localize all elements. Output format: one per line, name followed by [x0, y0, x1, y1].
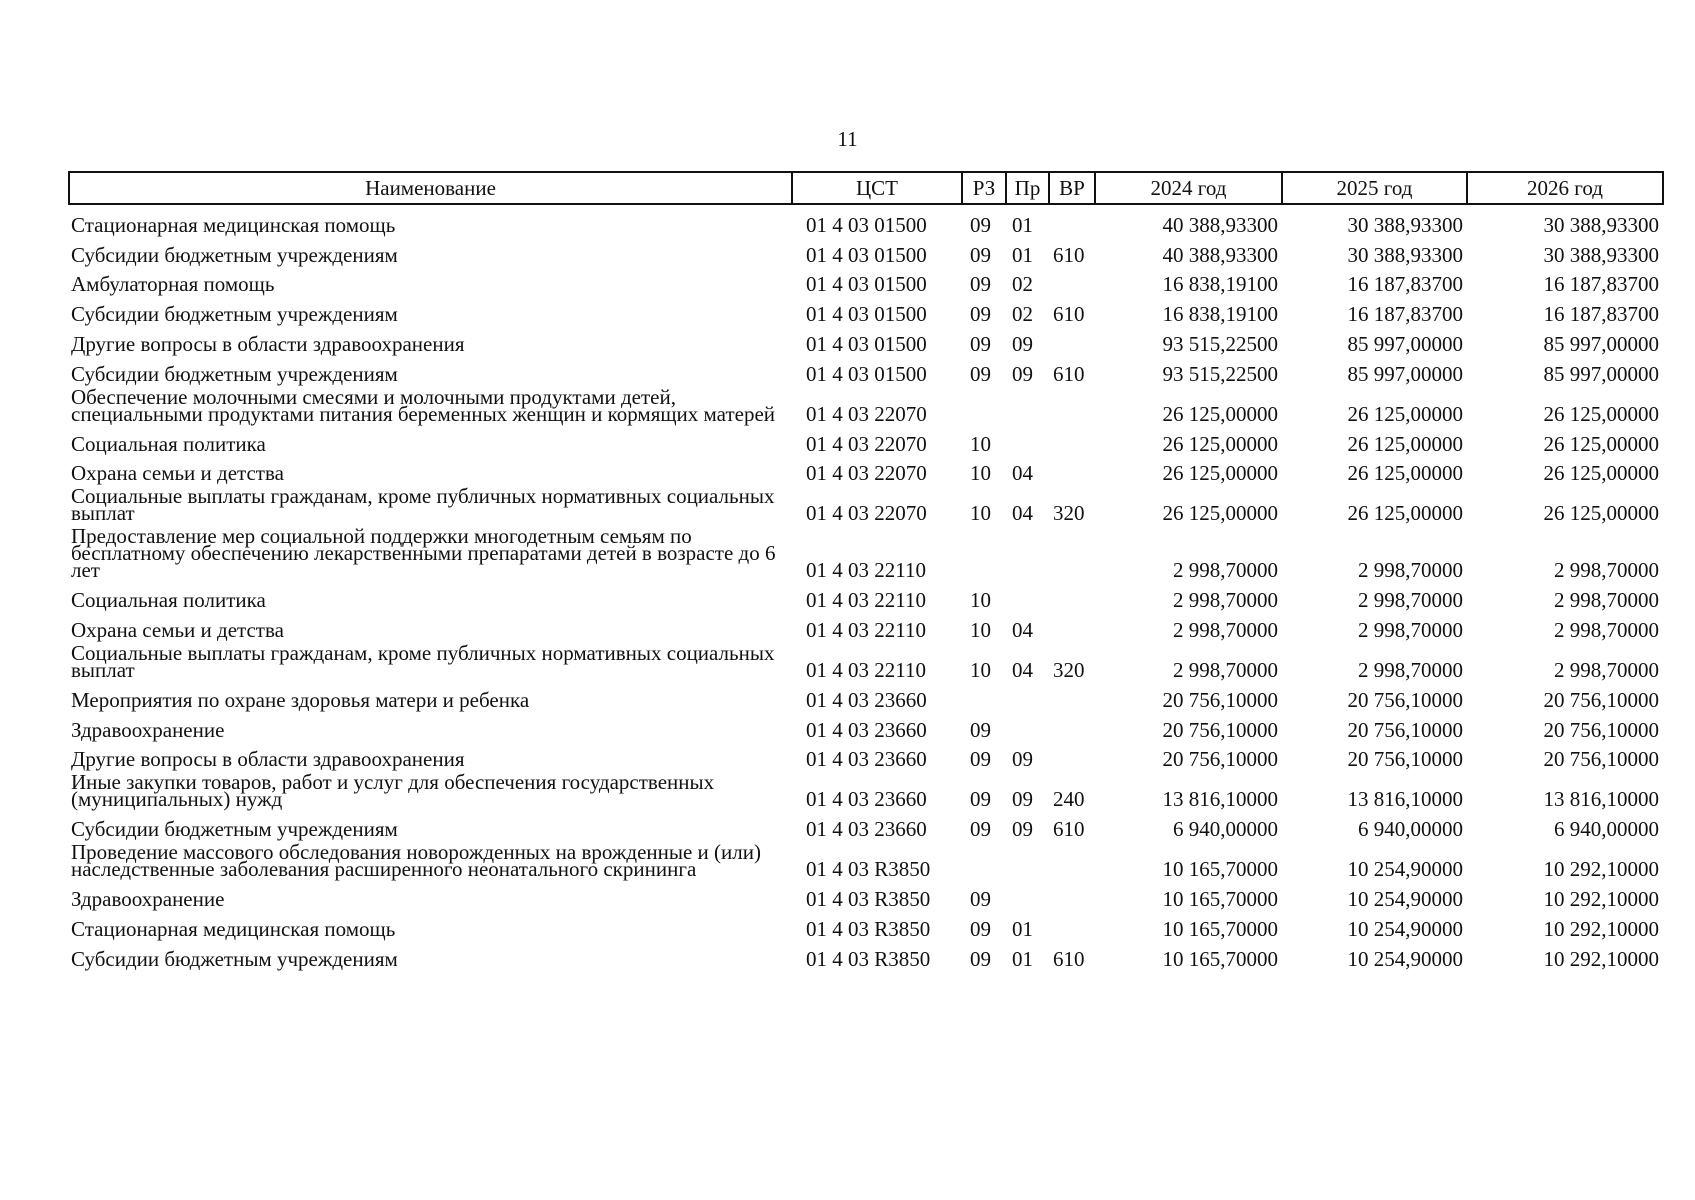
- header-vr: ВР: [1049, 172, 1095, 204]
- header-name: Наименование: [69, 172, 792, 204]
- cell-pr: [1006, 878, 1049, 908]
- cell-year-2025: 2 998,70000: [1358, 657, 1463, 682]
- cell-name: Охрана семьи и детства: [71, 461, 284, 486]
- cell-name: Социальные выплаты гражданам, кроме публичных нормативных социальных выплат: [71, 484, 775, 526]
- cell-year-2026: 2 998,70000: [1554, 588, 1659, 613]
- cell-cst: 01 4 03 23660: [806, 687, 927, 712]
- cell-vr: 240: [1053, 787, 1085, 812]
- cell-rz: 09: [970, 747, 991, 772]
- cell-year-2025: 10 254,90000: [1347, 886, 1463, 911]
- cell-year-2025: 10 254,90000: [1347, 857, 1463, 882]
- cell-vr: 610: [1053, 946, 1085, 971]
- cell-vr: 610: [1053, 242, 1085, 267]
- cell-rz: 09: [970, 242, 991, 267]
- cell-cst: 01 4 03 22110: [806, 617, 926, 642]
- cell-pr: 02: [1012, 302, 1033, 327]
- cell-vr: [1049, 739, 1095, 769]
- cell-pr: 04: [1012, 461, 1033, 486]
- cell-vr: [1049, 453, 1095, 483]
- cell-rz: [962, 383, 1006, 423]
- cell-pr: 04: [1012, 501, 1033, 526]
- cell-name: Социальная политика: [71, 588, 266, 613]
- cell-vr: [1049, 679, 1095, 709]
- cell-year-2024: 20 756,10000: [1162, 687, 1278, 712]
- cell-cst: 01 4 03 01500: [806, 331, 927, 356]
- table-row: [69, 423, 1663, 453]
- cell-name: Социальная политика: [71, 431, 266, 456]
- cell-year-2024: 93 515,22500: [1162, 331, 1278, 356]
- cell-name: Предоставление мер социальной поддержки многодетным семьям по бесплатному обеспечению лекарственными препаратами детей в возрасте до 6 лет: [71, 524, 776, 583]
- cell-cst: 01 4 03 01500: [806, 242, 927, 267]
- cell-rz: 10: [970, 501, 991, 526]
- cell-year-2024: 13 816,10000: [1162, 787, 1278, 812]
- header-row: [69, 172, 1663, 204]
- cell-year-2025: 6 940,00000: [1358, 817, 1463, 842]
- cell-name: Другие вопросы в области здравоохранения: [71, 331, 465, 356]
- cell-rz: 10: [970, 588, 991, 613]
- cell-year-2025: 30 388,93300: [1347, 242, 1463, 267]
- cell-pr: 09: [1012, 787, 1033, 812]
- cell-year-2026: 16 187,83700: [1543, 272, 1659, 297]
- cell-name: Субсидии бюджетным учреждениям: [71, 242, 398, 267]
- cell-year-2025: 30 388,93300: [1347, 212, 1463, 237]
- cell-year-2025: 2 998,70000: [1358, 558, 1463, 583]
- cell-vr: [1049, 423, 1095, 453]
- cell-year-2024: 6 940,00000: [1173, 817, 1278, 842]
- cell-pr: 09: [1012, 361, 1033, 386]
- cell-year-2025: 26 125,00000: [1347, 501, 1463, 526]
- cell-rz: 09: [970, 212, 991, 237]
- cell-rz: [962, 522, 1006, 579]
- cell-cst: 01 4 03 22070: [806, 461, 927, 486]
- cell-vr: [1049, 522, 1095, 579]
- cell-name: Стационарная медицинская помощь: [71, 212, 396, 237]
- header-2026: 2026 год: [1467, 172, 1663, 204]
- page-number: 11: [837, 127, 858, 151]
- cell-year-2026: 20 756,10000: [1543, 687, 1659, 712]
- cell-vr: [1049, 838, 1095, 878]
- table-row: [69, 264, 1663, 294]
- table-row: [69, 293, 1663, 323]
- cell-vr: [1049, 609, 1095, 639]
- cell-year-2026: 2 998,70000: [1554, 558, 1659, 583]
- cell-pr: 09: [1012, 331, 1033, 356]
- cell-name: Охрана семьи и детства: [71, 617, 284, 642]
- cell-pr: [1006, 579, 1049, 609]
- cell-year-2025: 2 998,70000: [1358, 588, 1463, 613]
- cell-name: Социальные выплаты гражданам, кроме публичных нормативных социальных выплат: [71, 640, 775, 682]
- cell-year-2024: 26 125,00000: [1162, 461, 1278, 486]
- cell-pr: 04: [1012, 657, 1033, 682]
- cell-year-2024: 2 998,70000: [1173, 588, 1278, 613]
- cell-year-2024: 40 388,93300: [1162, 242, 1278, 267]
- cell-name: Иные закупки товаров, работ и услуг для обеспечения государственных (муниципальных) нужд: [71, 770, 715, 812]
- cell-cst: 01 4 03 R3850: [806, 916, 931, 941]
- cell-rz: 09: [970, 817, 991, 842]
- table-row: [69, 522, 1663, 579]
- cell-year-2026: 6 940,00000: [1554, 817, 1659, 842]
- cell-name: Здравоохранение: [71, 717, 225, 742]
- cell-year-2026: 26 125,00000: [1543, 401, 1659, 426]
- cell-year-2024: 10 165,70000: [1162, 916, 1278, 941]
- cell-vr: 320: [1053, 501, 1085, 526]
- cell-year-2026: 10 292,10000: [1543, 886, 1659, 911]
- table-body: [69, 204, 1663, 971]
- cell-pr: 01: [1012, 916, 1033, 941]
- cell-name: Стационарная медицинская помощь: [71, 916, 396, 941]
- cell-vr: [1049, 908, 1095, 938]
- cell-rz: 10: [970, 431, 991, 456]
- table-row: [69, 482, 1663, 522]
- cell-year-2026: 20 756,10000: [1543, 747, 1659, 772]
- cell-year-2025: 16 187,83700: [1347, 272, 1463, 297]
- cell-cst: 01 4 03 R3850: [806, 886, 931, 911]
- cell-year-2026: 16 187,83700: [1543, 302, 1659, 327]
- cell-name: Субсидии бюджетным учреждениям: [71, 302, 398, 327]
- cell-rz: 10: [970, 657, 991, 682]
- cell-pr: [1006, 383, 1049, 423]
- cell-name: Амбулаторная помощь: [71, 272, 275, 297]
- cell-year-2026: 2 998,70000: [1554, 617, 1659, 642]
- cell-vr: [1049, 579, 1095, 609]
- cell-year-2025: 85 997,00000: [1347, 361, 1463, 386]
- cell-year-2026: 10 292,10000: [1543, 946, 1659, 971]
- cell-pr: [1006, 423, 1049, 453]
- table-row: [69, 838, 1663, 878]
- cell-year-2025: 10 254,90000: [1347, 916, 1463, 941]
- cell-year-2026: 2 998,70000: [1554, 657, 1659, 682]
- cell-rz: 09: [970, 946, 991, 971]
- cell-year-2026: 85 997,00000: [1543, 331, 1659, 356]
- cell-year-2024: 26 125,00000: [1162, 501, 1278, 526]
- table-row: [69, 709, 1663, 739]
- cell-cst: 01 4 03 01500: [806, 361, 927, 386]
- cell-vr: [1049, 878, 1095, 908]
- cell-year-2026: 30 388,93300: [1543, 212, 1659, 237]
- cell-year-2026: 10 292,10000: [1543, 857, 1659, 882]
- cell-rz: 10: [970, 461, 991, 486]
- cell-pr: [1006, 838, 1049, 878]
- header-2025: 2025 год: [1282, 172, 1467, 204]
- cell-rz: 09: [970, 886, 991, 911]
- cell-year-2025: 20 756,10000: [1347, 747, 1463, 772]
- cell-year-2024: 2 998,70000: [1173, 657, 1278, 682]
- cell-cst: 01 4 03 R3850: [806, 946, 931, 971]
- header-pr: Пр: [1006, 172, 1049, 204]
- table-header: [69, 172, 1663, 204]
- cell-year-2024: 20 756,10000: [1162, 747, 1278, 772]
- cell-vr: [1049, 323, 1095, 353]
- cell-cst: 01 4 03 R3850: [806, 857, 931, 882]
- cell-year-2024: 10 165,70000: [1162, 857, 1278, 882]
- cell-year-2026: 13 816,10000: [1543, 787, 1659, 812]
- cell-year-2025: 16 187,83700: [1347, 302, 1463, 327]
- cell-rz: 10: [970, 617, 991, 642]
- cell-cst: 01 4 03 22070: [806, 401, 927, 426]
- cell-name: Субсидии бюджетным учреждениям: [71, 361, 398, 386]
- cell-year-2024: 16 838,19100: [1162, 272, 1278, 297]
- cell-vr: 610: [1053, 817, 1085, 842]
- cell-vr: [1049, 264, 1095, 294]
- table-row: [69, 679, 1663, 709]
- cell-year-2026: 26 125,00000: [1543, 431, 1659, 456]
- cell-vr: [1049, 204, 1095, 234]
- cell-year-2026: 20 756,10000: [1543, 717, 1659, 742]
- cell-pr: [1006, 679, 1049, 709]
- cell-name: Мероприятия по охране здоровья матери и ребенка: [71, 687, 530, 712]
- table-row: [69, 353, 1663, 383]
- cell-cst: 01 4 03 23660: [806, 817, 927, 842]
- header-2024: 2024 год: [1095, 172, 1282, 204]
- cell-pr: 09: [1012, 747, 1033, 772]
- cell-year-2025: 85 997,00000: [1347, 331, 1463, 356]
- cell-cst: 01 4 03 01500: [806, 212, 927, 237]
- budget-table: [68, 171, 1664, 971]
- cell-rz: 09: [970, 331, 991, 356]
- table-row: [69, 453, 1663, 483]
- cell-vr: 610: [1053, 361, 1085, 386]
- cell-vr: 320: [1053, 657, 1085, 682]
- cell-year-2024: 26 125,00000: [1162, 401, 1278, 426]
- cell-year-2025: 26 125,00000: [1347, 461, 1463, 486]
- cell-name: Проведение массового обследования новорожденных на врожденные и (или) наследственные заболевания расширенного неонатального скрининга: [71, 840, 761, 882]
- table-row: [69, 234, 1663, 264]
- cell-year-2026: 26 125,00000: [1543, 501, 1659, 526]
- cell-year-2024: 20 756,10000: [1162, 717, 1278, 742]
- cell-year-2024: 10 165,70000: [1162, 946, 1278, 971]
- cell-pr: 01: [1012, 212, 1033, 237]
- cell-pr: 01: [1012, 242, 1033, 267]
- cell-year-2025: 13 816,10000: [1347, 787, 1463, 812]
- table-row: [69, 609, 1663, 639]
- cell-vr: [1049, 709, 1095, 739]
- table-row: [69, 768, 1663, 808]
- cell-name: Субсидии бюджетным учреждениям: [71, 817, 398, 842]
- cell-cst: 01 4 03 22110: [806, 558, 926, 583]
- cell-year-2024: 2 998,70000: [1173, 617, 1278, 642]
- cell-year-2024: 26 125,00000: [1162, 431, 1278, 456]
- table-row: [69, 323, 1663, 353]
- cell-year-2026: 85 997,00000: [1543, 361, 1659, 386]
- cell-pr: 01: [1012, 946, 1033, 971]
- cell-rz: 09: [970, 717, 991, 742]
- cell-pr: 02: [1012, 272, 1033, 297]
- cell-pr: [1006, 522, 1049, 579]
- cell-cst: 01 4 03 22110: [806, 588, 926, 613]
- cell-year-2024: 93 515,22500: [1162, 361, 1278, 386]
- cell-cst: 01 4 03 22110: [806, 657, 926, 682]
- cell-cst: 01 4 03 22070: [806, 431, 927, 456]
- cell-cst: 01 4 03 23660: [806, 787, 927, 812]
- cell-year-2025: 20 756,10000: [1347, 687, 1463, 712]
- cell-pr: [1006, 709, 1049, 739]
- cell-year-2025: 26 125,00000: [1347, 401, 1463, 426]
- table-row: [69, 808, 1663, 838]
- cell-rz: [962, 679, 1006, 709]
- cell-name: Другие вопросы в области здравоохранения: [71, 747, 465, 772]
- cell-rz: 09: [970, 272, 991, 297]
- cell-rz: [962, 838, 1006, 878]
- cell-year-2026: 30 388,93300: [1543, 242, 1659, 267]
- cell-vr: 610: [1053, 302, 1085, 327]
- table-row: [69, 383, 1663, 423]
- cell-pr: 09: [1012, 817, 1033, 842]
- table-row: [69, 938, 1663, 968]
- header-rz: РЗ: [962, 172, 1006, 204]
- cell-name: Субсидии бюджетным учреждениям: [71, 946, 398, 971]
- table-row: [69, 908, 1663, 938]
- cell-cst: 01 4 03 22070: [806, 501, 927, 526]
- table-row: [69, 579, 1663, 609]
- cell-year-2025: 2 998,70000: [1358, 617, 1463, 642]
- cell-year-2024: 40 388,93300: [1162, 212, 1278, 237]
- cell-year-2025: 10 254,90000: [1347, 946, 1463, 971]
- cell-vr: [1049, 383, 1095, 423]
- cell-cst: 01 4 03 23660: [806, 717, 927, 742]
- cell-rz: 09: [970, 302, 991, 327]
- table-row: [69, 204, 1663, 234]
- cell-name: Здравоохранение: [71, 886, 225, 911]
- cell-year-2024: 2 998,70000: [1173, 558, 1278, 583]
- cell-rz: 09: [970, 787, 991, 812]
- cell-year-2025: 20 756,10000: [1347, 717, 1463, 742]
- header-cst: ЦСТ: [792, 172, 962, 204]
- cell-year-2026: 26 125,00000: [1543, 461, 1659, 486]
- cell-year-2024: 10 165,70000: [1162, 886, 1278, 911]
- cell-year-2026: 10 292,10000: [1543, 916, 1659, 941]
- table-row: [69, 739, 1663, 769]
- cell-rz: 09: [970, 361, 991, 386]
- cell-cst: 01 4 03 01500: [806, 302, 927, 327]
- cell-cst: 01 4 03 23660: [806, 747, 927, 772]
- cell-year-2024: 16 838,19100: [1162, 302, 1278, 327]
- cell-rz: 09: [970, 916, 991, 941]
- table-row: [69, 878, 1663, 908]
- cell-name: Обеспечение молочными смесями и молочными продуктами детей, специальными продуктами питания беременных женщин и кормящих матерей: [71, 384, 776, 426]
- cell-year-2025: 26 125,00000: [1347, 431, 1463, 456]
- cell-cst: 01 4 03 01500: [806, 272, 927, 297]
- table-row: [69, 639, 1663, 679]
- cell-pr: 04: [1012, 617, 1033, 642]
